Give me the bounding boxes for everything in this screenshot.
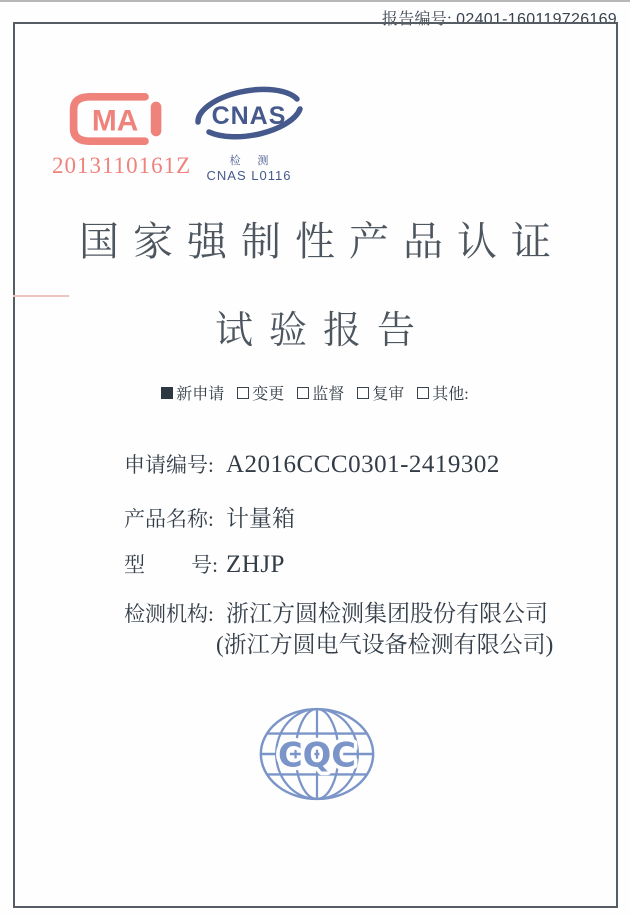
report-number-label: 报告编号: — [381, 11, 452, 28]
scan-pink-artifact — [13, 295, 69, 297]
cnas-accreditation-number: CNAS L0116 — [206, 168, 292, 183]
field-product-name — [124, 500, 295, 533]
application-no-label: 申请编号: — [124, 453, 214, 477]
svg-text:CQC: CQC — [277, 735, 357, 775]
checkbox-change — [237, 387, 249, 399]
field-application-no — [124, 449, 500, 479]
model-value: ZHJP — [226, 551, 285, 578]
svg-text:MA: MA — [91, 104, 139, 138]
application-type-row — [0, 381, 630, 404]
option-new-application: 新申请 — [161, 381, 224, 404]
checkbox-other — [417, 387, 429, 399]
test-org-line1: 浙江方圆检测集团股份有限公司 — [226, 601, 548, 626]
cnas-logo-block — [190, 86, 308, 183]
application-no-value: A2016CCC0301-2419302 — [226, 451, 500, 478]
report-number-value: 02401-160119726169 — [456, 11, 617, 28]
test-org-line2: (浙江方圆电气设备检测有限公司) — [216, 632, 554, 657]
field-model — [124, 549, 285, 579]
cqc-logo-block — [257, 706, 377, 802]
sub-title: 试验报告 — [214, 310, 431, 352]
cma-logo-block — [52, 92, 192, 179]
cnas-logo-icon — [193, 86, 305, 144]
cma-logo-icon — [67, 92, 167, 146]
cma-cert-number: 2013110161Z — [52, 153, 192, 178]
cnas-caption: 检 测 — [229, 155, 276, 167]
main-title: 国家强制性产品认证 — [79, 219, 565, 264]
scan-edge-artifact — [0, 0, 630, 2]
option-other: 其他: — [417, 381, 468, 404]
checkbox-new-application — [161, 387, 173, 399]
option-review: 复审 — [357, 381, 404, 404]
checkbox-supervision — [297, 387, 309, 399]
test-org-value — [216, 598, 554, 660]
test-org-label: 检测机构: — [124, 602, 214, 626]
option-supervision: 监督 — [297, 381, 344, 404]
model-label: 型 号: — [124, 553, 218, 577]
checkbox-review — [357, 387, 369, 399]
option-change: 变更 — [237, 381, 284, 404]
product-name-label: 产品名称: — [124, 507, 214, 531]
field-test-org — [124, 598, 553, 660]
cqc-globe-icon — [257, 706, 377, 802]
svg-text:CNAS: CNAS — [211, 102, 287, 130]
product-name-value: 计量箱 — [226, 506, 295, 531]
